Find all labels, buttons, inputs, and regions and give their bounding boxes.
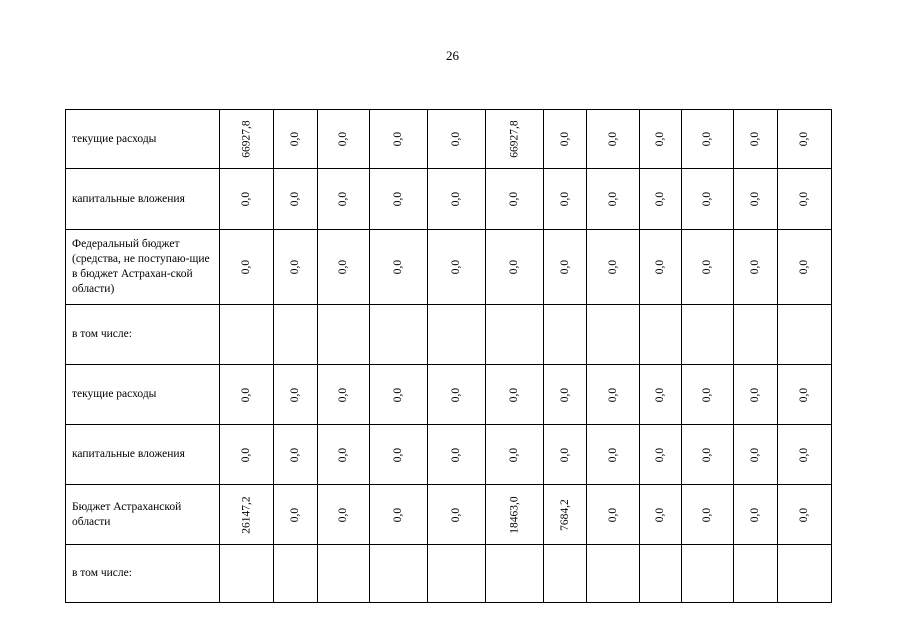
value-cell (778, 545, 832, 603)
row-label: Федеральный бюджет (средства, не поступаю-щие в бюджет Астрахан-ской области) (66, 230, 220, 305)
value-cell (486, 305, 544, 365)
value-cell (587, 365, 640, 425)
row-label: в том числе: (66, 545, 220, 603)
table-row (66, 545, 832, 603)
value-cell (640, 545, 682, 603)
value-cell (428, 545, 486, 603)
value-cell (486, 365, 544, 425)
value-cell (778, 305, 832, 365)
cell-value: 0,0 (701, 447, 714, 462)
value-cell (274, 230, 318, 305)
value-cell (778, 110, 832, 169)
cell-value: 18463,0 (508, 495, 521, 534)
row-label: Бюджет Астраханской области (66, 485, 220, 545)
cell-value: 0,0 (798, 259, 811, 275)
row-label: текущие расходы (66, 110, 220, 169)
value-cell (318, 365, 370, 425)
value-cell (428, 425, 486, 485)
row-label: в том числе: (66, 305, 220, 365)
value-cell (544, 110, 587, 169)
cell-value: 7684,2 (559, 498, 571, 531)
value-cell (682, 110, 734, 169)
page-number: 26 (446, 48, 459, 63)
cell-value: 0,0 (450, 259, 463, 275)
value-cell (274, 110, 318, 169)
cell-value: 0,0 (392, 387, 405, 402)
value-cell (734, 169, 778, 230)
cell-value: 0,0 (508, 191, 521, 207)
cell-value: 0,0 (749, 191, 762, 207)
cell-value: 0,0 (798, 447, 811, 462)
cell-value: 0,0 (798, 507, 811, 522)
value-cell (587, 110, 640, 169)
table-row (66, 365, 832, 425)
cell-value: 0,0 (450, 447, 463, 462)
value-cell (734, 110, 778, 169)
cell-value: 0,0 (607, 387, 619, 402)
value-cell (428, 305, 486, 365)
cell-value: 0,0 (749, 259, 762, 275)
cell-value: 0,0 (798, 387, 811, 402)
cell-value: 0,0 (607, 131, 619, 147)
table-row (66, 169, 832, 230)
value-cell (778, 169, 832, 230)
cell-value: 0,0 (392, 259, 405, 275)
value-cell (544, 230, 587, 305)
value-cell (274, 169, 318, 230)
cell-value: 0,0 (240, 259, 253, 275)
value-cell (682, 230, 734, 305)
value-cell (544, 305, 587, 365)
cell-value: 0,0 (701, 387, 714, 402)
value-cell (486, 485, 544, 545)
value-cell (640, 169, 682, 230)
table-row (66, 110, 832, 169)
cell-value: 0,0 (749, 447, 762, 462)
cell-value: 0,0 (240, 387, 253, 402)
cell-value: 0,0 (654, 191, 667, 207)
value-cell (587, 545, 640, 603)
cell-value: 0,0 (749, 387, 762, 402)
value-cell (318, 545, 370, 603)
cell-value: 0,0 (337, 259, 350, 275)
cell-value: 0,0 (559, 259, 571, 275)
cell-value: 0,0 (508, 387, 521, 402)
cell-value: 0,0 (450, 387, 463, 402)
value-cell (544, 425, 587, 485)
value-cell (682, 169, 734, 230)
cell-value: 0,0 (749, 131, 762, 147)
value-cell (640, 230, 682, 305)
cell-value: 0,0 (337, 191, 350, 207)
cell-value: 0,0 (654, 131, 667, 147)
cell-value: 0,0 (289, 447, 302, 462)
row-label: капитальные вложения (66, 425, 220, 485)
value-cell (682, 485, 734, 545)
cell-value: 0,0 (450, 507, 463, 522)
value-cell (486, 425, 544, 485)
value-cell (734, 305, 778, 365)
cell-value: 0,0 (654, 387, 667, 402)
value-cell (778, 485, 832, 545)
cell-value: 0,0 (607, 447, 619, 462)
cell-value: 26147,2 (240, 495, 253, 534)
table-row (66, 230, 832, 305)
value-cell (220, 169, 274, 230)
cell-value: 66927,8 (508, 120, 521, 158)
value-cell (220, 305, 274, 365)
value-cell (682, 365, 734, 425)
value-cell (318, 305, 370, 365)
value-cell (734, 365, 778, 425)
value-cell (318, 485, 370, 545)
cell-value: 0,0 (337, 387, 350, 402)
cell-value: 0,0 (654, 507, 667, 522)
cell-value: 0,0 (654, 259, 667, 275)
value-cell (370, 545, 428, 603)
cell-value: 0,0 (450, 191, 463, 207)
cell-value: 0,0 (289, 259, 302, 275)
value-cell (220, 230, 274, 305)
value-cell (370, 110, 428, 169)
value-cell (587, 485, 640, 545)
cell-value: 0,0 (289, 191, 302, 207)
value-cell (544, 545, 587, 603)
value-cell (486, 169, 544, 230)
cell-value: 0,0 (508, 447, 521, 462)
value-cell (640, 110, 682, 169)
value-cell (587, 169, 640, 230)
cell-value: 0,0 (289, 131, 302, 147)
cell-value: 0,0 (337, 507, 350, 522)
value-cell (778, 365, 832, 425)
cell-value: 0,0 (654, 447, 667, 462)
value-cell (734, 485, 778, 545)
cell-value: 0,0 (607, 259, 619, 275)
value-cell (220, 425, 274, 485)
cell-value: 0,0 (289, 507, 302, 522)
value-cell (428, 110, 486, 169)
cell-value: 0,0 (701, 507, 714, 522)
table-row (66, 485, 832, 545)
value-cell (220, 485, 274, 545)
value-cell (220, 110, 274, 169)
row-label: капитальные вложения (66, 169, 220, 230)
value-cell (274, 545, 318, 603)
cell-value: 0,0 (798, 191, 811, 207)
cell-value: 0,0 (701, 259, 714, 275)
value-cell (428, 365, 486, 425)
value-cell (274, 485, 318, 545)
value-cell (370, 305, 428, 365)
cell-value: 0,0 (559, 131, 571, 147)
value-cell (274, 425, 318, 485)
cell-value: 0,0 (559, 191, 571, 207)
value-cell (778, 230, 832, 305)
cell-value: 0,0 (749, 507, 762, 522)
cell-value: 0,0 (701, 191, 714, 207)
cell-value: 0,0 (392, 131, 405, 147)
value-cell (486, 230, 544, 305)
value-cell (544, 169, 587, 230)
cell-value: 0,0 (450, 131, 463, 147)
value-cell (734, 545, 778, 603)
value-cell (640, 365, 682, 425)
value-cell (428, 485, 486, 545)
value-cell (318, 425, 370, 485)
value-cell (370, 169, 428, 230)
cell-value: 0,0 (392, 191, 405, 207)
value-cell (318, 110, 370, 169)
value-cell (587, 425, 640, 485)
value-cell (640, 485, 682, 545)
value-cell (370, 365, 428, 425)
cell-value: 0,0 (701, 131, 714, 147)
value-cell (734, 230, 778, 305)
value-cell (220, 545, 274, 603)
table-row (66, 425, 832, 485)
cell-value: 0,0 (798, 131, 811, 147)
table-row (66, 305, 832, 365)
value-cell (778, 425, 832, 485)
value-cell (274, 305, 318, 365)
cell-value: 0,0 (559, 447, 571, 462)
cell-value: 0,0 (392, 447, 405, 462)
cell-value: 66927,8 (240, 120, 253, 158)
value-cell (370, 230, 428, 305)
value-cell (428, 230, 486, 305)
cell-value: 0,0 (508, 259, 521, 275)
value-cell (544, 485, 587, 545)
cell-value: 0,0 (337, 447, 350, 462)
cell-value: 0,0 (289, 387, 302, 402)
value-cell (587, 305, 640, 365)
value-cell (682, 425, 734, 485)
value-cell (640, 425, 682, 485)
value-cell (486, 110, 544, 169)
value-cell (682, 305, 734, 365)
value-cell (544, 365, 587, 425)
value-cell (428, 169, 486, 230)
value-cell (318, 169, 370, 230)
value-cell (220, 365, 274, 425)
value-cell (370, 485, 428, 545)
row-label: текущие расходы (66, 365, 220, 425)
value-cell (682, 545, 734, 603)
value-cell (734, 425, 778, 485)
cell-value: 0,0 (240, 191, 253, 207)
cell-value: 0,0 (337, 131, 350, 147)
budget-table (65, 109, 832, 603)
value-cell (318, 230, 370, 305)
cell-value: 0,0 (607, 191, 619, 207)
cell-value: 0,0 (559, 387, 571, 402)
value-cell (370, 425, 428, 485)
cell-value: 0,0 (240, 447, 253, 462)
value-cell (486, 545, 544, 603)
value-cell (640, 305, 682, 365)
value-cell (274, 365, 318, 425)
cell-value: 0,0 (392, 507, 405, 522)
cell-value: 0,0 (607, 507, 619, 522)
value-cell (587, 230, 640, 305)
